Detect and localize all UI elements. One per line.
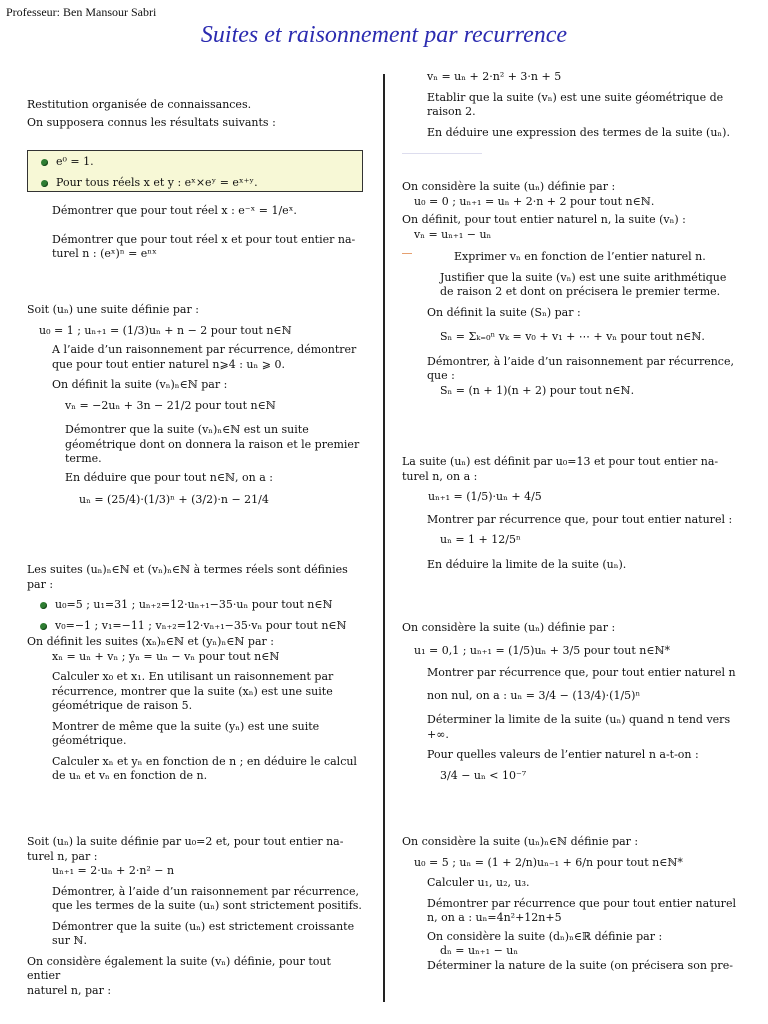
text-line: En déduire une expression des termes de la suite (uₙ). [427, 125, 730, 139]
question-line: Démontrer que pour tout réel x : e⁻ˣ = 1/eˣ. [52, 204, 297, 217]
text-line: raison 2. [427, 105, 476, 119]
text-line: On considère la suite (uₙ) définie par : [402, 621, 616, 634]
text-line: On considère également la suite (vₙ) définie, pour tout entier [27, 954, 331, 983]
text-line: sur ℕ. [52, 934, 88, 948]
text-line: Soit (uₙ) la suite définie par u₀=2 et, pour tout entier na- [27, 835, 344, 848]
equation-line: dₙ = uₙ₊₁ − uₙ [440, 944, 519, 958]
text-line: de uₙ et vₙ en fonction de n. [52, 769, 208, 783]
text-line: que : [427, 369, 455, 383]
equation-line: vₙ = uₙ₊₁ − uₙ [414, 227, 492, 241]
text-line: Montrer par récurrence que, pour tout entier naturel n [427, 666, 736, 680]
exercise-4 [27, 835, 365, 998]
text-line: En déduire que pour tout n∈ℕ, on a : [65, 470, 273, 484]
known-results-box [27, 150, 363, 192]
text-line: Démontrer, à l’aide d’un raisonnement par récurrence, [427, 354, 734, 368]
text-line: A l’aide d’un raisonnement par récurrence, démontrer [52, 343, 357, 357]
text-line: Calculer u₁, u₂, u₃. [427, 876, 530, 890]
text-line: Exprimer vₙ en fonction de l’entier naturel n. [454, 250, 706, 264]
bullet-item: u₀=5 ; u₁=31 ; uₙ₊₂=12·uₙ₊₁−35·uₙ pour tout n∈ℕ [27, 598, 365, 613]
faint-mark [402, 253, 412, 254]
text-line: On définit, pour tout entier naturel n, la suite (vₙ) : [402, 213, 686, 227]
exercise-8 [402, 835, 742, 973]
text-line: géométrique de raison 5. [52, 699, 193, 713]
text-line: On considère la suite (uₙ)ₙ∈ℕ définie par : [402, 835, 639, 848]
text-line: Démontrer, à l’aide d’un raisonnement par récurrence, [52, 884, 359, 898]
text-line: que les termes de la suite (uₙ) sont strictement positifs. [52, 899, 362, 913]
text-line: Restitution organisée de connaissances. [27, 98, 252, 111]
equation-line: Sₙ = Σₖ₌₀ⁿ vₖ = v₀ + v₁ + ⋯ + vₙ pour tout n∈ℕ. [440, 330, 705, 344]
text-line: terme. [65, 452, 102, 466]
text-line: Démontrer que la suite (uₙ) est strictement croissante [52, 919, 355, 933]
text-line: On considère la suite (dₙ)ₙ∈ℝ définie par : [427, 929, 663, 943]
text-line: Pour quelles valeurs de l’entier naturel n a-t-on : [427, 748, 699, 762]
text-line: par : [27, 577, 54, 591]
equation-line: vₙ = uₙ + 2·n² + 3·n + 5 [427, 70, 562, 83]
exercise-1-questions [27, 204, 365, 262]
question-line: Démontrer que pour tout réel x et pour tout entier na- [52, 232, 356, 246]
equation-line: xₙ = uₙ + vₙ ; yₙ = uₙ − vₙ pour tout n∈ℕ [52, 649, 280, 663]
text-line: La suite (uₙ) est définit par u₀=13 et pour tout entier na- [402, 455, 719, 468]
text-line: On considère la suite (uₙ) définie par : [402, 180, 616, 193]
equation-line: u₁ = 0,1 ; uₙ₊₁ = (1/5)uₙ + 3/5 pour tout n∈ℕ* [414, 643, 671, 657]
equation-line: vₙ = −2uₙ + 3n − 21/2 pour tout n∈ℕ [65, 398, 276, 412]
professor-name: Professeur: Ben Mansour Sabri [6, 5, 157, 19]
text-line: Déterminer la nature de la suite (on précisera son pre- [427, 958, 733, 972]
text-line: En déduire la limite de la suite (uₙ). [427, 557, 627, 571]
text-line: géométrique dont on donnera la raison et le premier [65, 437, 360, 451]
bullet-item: v₀=−1 ; v₁=−11 ; vₙ₊₂=12·vₙ₊₁−35·vₙ pour tout n∈ℕ [27, 619, 365, 634]
bullet-item: Pour tous réels x et y : eˣ×eʸ = eˣ⁺ʸ. [28, 176, 362, 191]
text-line: Démontrer par récurrence que pour tout entier naturel [427, 896, 736, 910]
equation-line: n, on a : uₙ=4n²+12n+5 [427, 911, 562, 925]
exercise-3 [27, 563, 365, 784]
question-line: turel n : (eˣ)ⁿ = eⁿˣ [52, 247, 157, 261]
text-line: Démontrer que la suite (vₙ)ₙ∈ℕ est un suite [65, 423, 309, 437]
text-line: géométrique. [52, 734, 127, 748]
equation-line: uₙ = 1 + 12/5ⁿ [440, 533, 521, 547]
text-line: naturel n, par : [27, 983, 112, 997]
text-line: Etablir que la suite (vₙ) est une suite géométrique de [427, 90, 724, 104]
equation-line: Sₙ = (n + 1)(n + 2) pour tout n∈ℕ. [440, 383, 635, 397]
exercise-4-continued [402, 70, 742, 140]
equation-line: uₙ₊₁ = 2·uₙ + 2·n² − n [52, 864, 175, 878]
text-line: +∞. [427, 727, 449, 741]
equation-line: uₙ = (25/4)·(1/3)ⁿ + (3/2)·n − 21/4 [79, 493, 269, 507]
text-line: On définit la suite (Sₙ) par : [427, 305, 581, 319]
text-line: turel n, on a : [402, 469, 478, 483]
text-line: On définit la suite (vₙ)ₙ∈ℕ par : [52, 378, 228, 392]
exercise-7 [402, 621, 742, 783]
text-line: Les suites (uₙ)ₙ∈ℕ et (vₙ)ₙ∈ℕ à termes réels sont définies [27, 563, 348, 576]
equation-line: 3/4 − uₙ < 10⁻⁷ [440, 768, 527, 782]
bullet-item: e⁰ = 1. [28, 155, 362, 170]
text-line: Montrer par récurrence que, pour tout entier naturel : [427, 512, 733, 526]
text-line: Montrer de même que la suite (yₙ) est une suite [52, 719, 320, 733]
text-line: de raison 2 et dont on précisera le premier terme. [440, 285, 721, 299]
text-line: Justifier que la suite (vₙ) est une suite arithmétique [440, 270, 727, 284]
page-title: Suites et raisonnement par recurrence [200, 22, 568, 48]
text-line: On supposera connus les résultats suivants : [27, 115, 276, 129]
text-line: que pour tout entier naturel n⩾4 : uₙ ⩾ 0. [52, 357, 285, 371]
text-line: turel n, par : [27, 849, 98, 863]
exercise-1-intro [27, 98, 365, 130]
equation-line: u₀ = 5 ; uₙ = (1 + 2/n)uₙ₋₁ + 6/n pour tout n∈ℕ* [414, 855, 683, 869]
equation-line: uₙ₊₁ = (1/5)·uₙ + 4/5 [428, 490, 542, 504]
faint-separator [402, 153, 482, 154]
text-line: Calculer x₀ et x₁. En utilisant un raisonnement par [52, 670, 334, 684]
equation-line: u₀ = 0 ; uₙ₊₁ = uₙ + 2·n + 2 pour tout n∈ℕ. [414, 194, 655, 208]
exercise-5 [402, 180, 742, 398]
exercise-2 [27, 303, 365, 508]
equation-line: u₀ = 1 ; uₙ₊₁ = (1/3)uₙ + n − 2 pour tout n∈ℕ [39, 323, 292, 337]
text-line: récurrence, montrer que la suite (xₙ) est une suite [52, 684, 333, 698]
text-line: Déterminer la limite de la suite (uₙ) quand n tend vers [427, 713, 731, 727]
column-divider [383, 74, 385, 1002]
equation-line: non nul, on a : uₙ = 3/4 − (13/4)·(1/5)ⁿ [427, 688, 641, 702]
exercise-6 [402, 455, 742, 572]
text-line: Calculer xₙ et yₙ en fonction de n ; en déduire le calcul [52, 754, 357, 768]
text-line: Soit (uₙ) une suite définie par : [27, 303, 199, 316]
text-line: On définit les suites (xₙ)ₙ∈ℕ et (yₙ)ₙ∈ℕ par : [27, 635, 274, 649]
